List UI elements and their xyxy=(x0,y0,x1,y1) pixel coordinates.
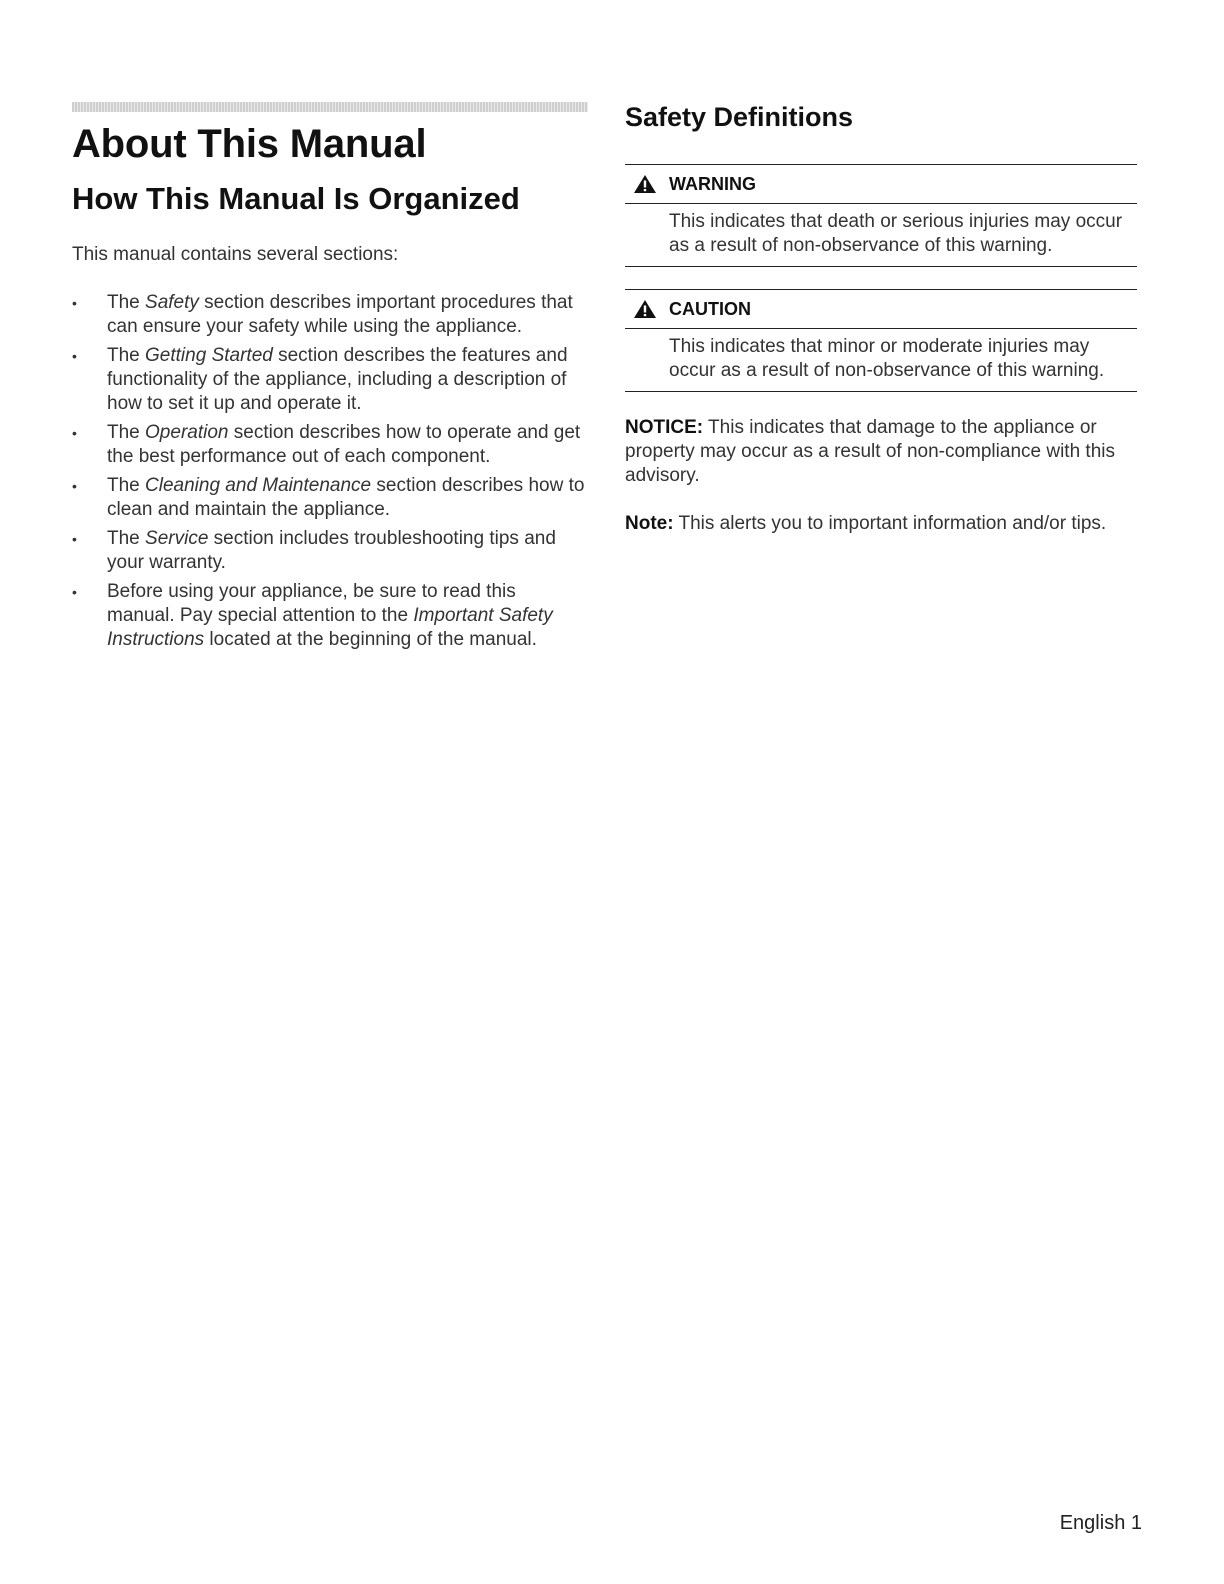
page-number: English 1 xyxy=(1059,1512,1142,1534)
sections-list xyxy=(72,291,588,652)
warning-triangle-icon xyxy=(633,174,657,194)
bullet-icon: • xyxy=(72,478,77,494)
warning-text: This indicates that death or serious injuries may occur as a result of non-observance of this warning. xyxy=(669,211,1123,256)
bullet-icon: • xyxy=(72,584,77,600)
bullet-icon: • xyxy=(72,531,77,547)
caution-text: This indicates that minor or moderate injuries may occur as a result of non-observance of this warning. xyxy=(669,336,1105,381)
header-rule xyxy=(72,102,588,112)
left-column xyxy=(72,100,588,657)
list-item: • The Operation section describes how to operate and get the best performance out of each component. xyxy=(72,422,581,467)
list-item: • Before using your appliance, be sure to read this manual. Pay special attention to the Important Safety Instructions located at the beginning of the manual. xyxy=(72,581,553,650)
list-item: • The Getting Started section describes the features and functionality of the appliance, including a description of how to set it up and operate it. xyxy=(72,345,568,414)
list-item: • The Cleaning and Maintenance section describes how to clean and maintain the appliance. xyxy=(72,475,585,520)
section-heading: How This Manual Is Organized xyxy=(72,181,520,216)
caution-box xyxy=(625,289,1137,392)
note-paragraph: Note: This alerts you to important information and/or tips. xyxy=(625,513,1107,534)
caution-label: CAUTION xyxy=(669,298,751,319)
list-item: • The Service section includes troubleshooting tips and your warranty. xyxy=(72,528,556,573)
page-title: About This Manual xyxy=(72,122,427,166)
intro-text: This manual contains several sections: xyxy=(72,244,399,265)
bullet-icon: • xyxy=(72,425,77,441)
caution-triangle-icon xyxy=(633,299,657,319)
safety-definitions-heading: Safety Definitions xyxy=(625,102,854,132)
list-item: • The Safety section describes important procedures that can ensure your safety while using the appliance. xyxy=(72,292,573,337)
warning-box xyxy=(625,164,1137,267)
right-column xyxy=(625,100,1137,536)
note-label: Note: xyxy=(625,513,674,534)
bullet-icon: • xyxy=(72,348,77,364)
bullet-icon: • xyxy=(72,295,77,311)
notice-paragraph: NOTICE: This indicates that damage to the appliance or property may occur as a result of non-compliance with this advisory. xyxy=(625,417,1115,486)
caution-header xyxy=(625,290,1137,329)
warning-header xyxy=(625,165,1137,204)
warning-label: WARNING xyxy=(669,173,756,194)
notice-label: NOTICE: xyxy=(625,417,704,438)
